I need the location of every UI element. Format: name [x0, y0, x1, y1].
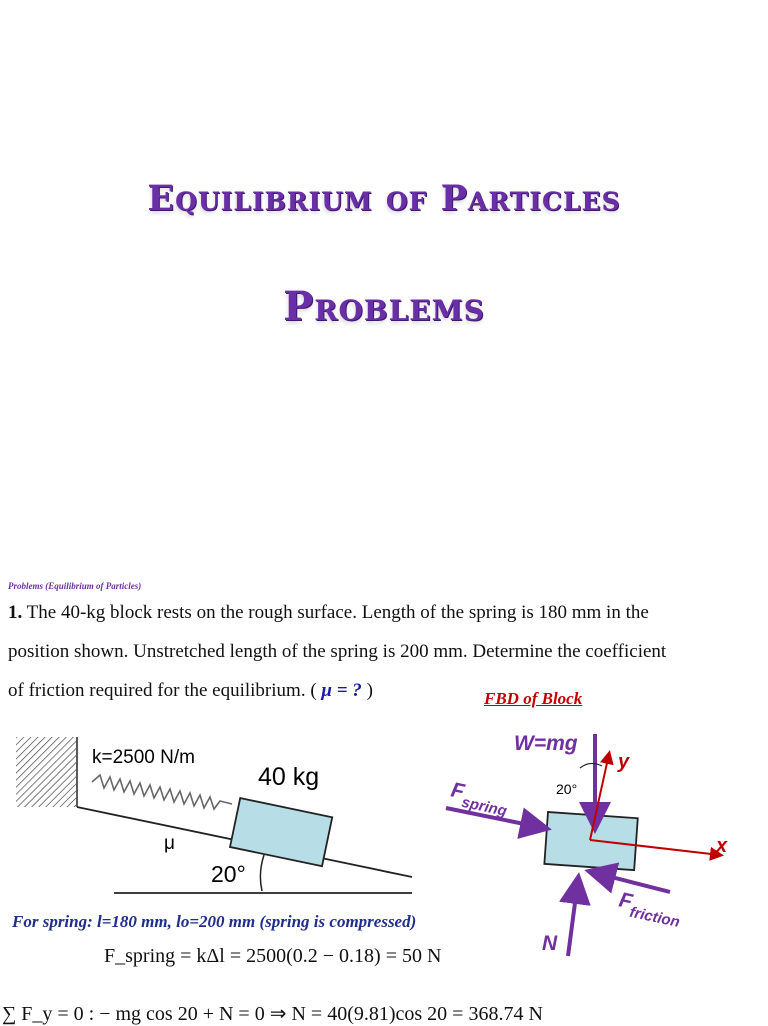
slide-title: Equilibrium of Particles	[147, 178, 621, 219]
spring-force-sub: spring	[460, 793, 509, 820]
friction-arrow	[592, 872, 670, 892]
friction-label	[616, 888, 685, 931]
problem-text-3-close: )	[366, 680, 373, 701]
fbd-diagram	[440, 720, 760, 960]
problem-line-2: position shown. Unstretched length of the spring is 200 mm. Determine the coefficient	[8, 641, 667, 662]
spring	[92, 775, 232, 809]
problem-number: 1.	[8, 602, 23, 623]
fbd-angle-label: 20°	[556, 781, 578, 797]
friction-main: F	[616, 888, 635, 914]
normal-label: N	[542, 932, 558, 955]
mu-question: μ = ?	[321, 680, 362, 701]
mu-label: μ	[164, 833, 175, 854]
x-axis-label: x	[716, 835, 728, 857]
problem-line-1	[8, 603, 760, 622]
spring-force-label	[448, 778, 512, 820]
problem-line-3	[8, 681, 760, 700]
wall-hatch	[16, 737, 76, 807]
problem-text-1: The 40-kg block rests on the rough surface. Length of the spring is 180 mm in the	[26, 602, 649, 623]
spring-force-equation: F_spring = kΔl = 2500(0.2 − 0.18) = 50 N	[104, 945, 442, 967]
angle-label: 20°	[211, 861, 246, 887]
spring-constant-label: k=2500 N/m	[92, 747, 195, 768]
fbd-title: FBD of Block	[484, 689, 583, 708]
spring-note: For spring: l=180 mm, lo=200 mm (spring is compressed)	[12, 912, 417, 931]
block-40kg	[230, 798, 332, 866]
section-header: Problems (Equilibrium of Particles)	[8, 581, 142, 591]
y-axis-label: y	[618, 751, 630, 773]
problem-text-3: of friction required for the equilibrium. (	[8, 680, 317, 701]
sum-forces-y-equation: ∑ F_y = 0 : − mg cos 20 + N = 0 ⇒ N = 40(9.81)cos 20 = 368.74 N	[2, 1003, 543, 1025]
mass-label: 40 kg	[258, 763, 320, 791]
normal-arrow	[568, 880, 578, 956]
weight-label: W=mg	[514, 732, 578, 755]
friction-sub: friction	[628, 903, 682, 931]
fbd-angle-arc	[580, 763, 602, 768]
slide-subtitle: Problems	[283, 283, 485, 330]
angle-arc	[260, 855, 264, 891]
incline-diagram	[0, 725, 430, 905]
spring-force-main: F	[448, 778, 467, 804]
